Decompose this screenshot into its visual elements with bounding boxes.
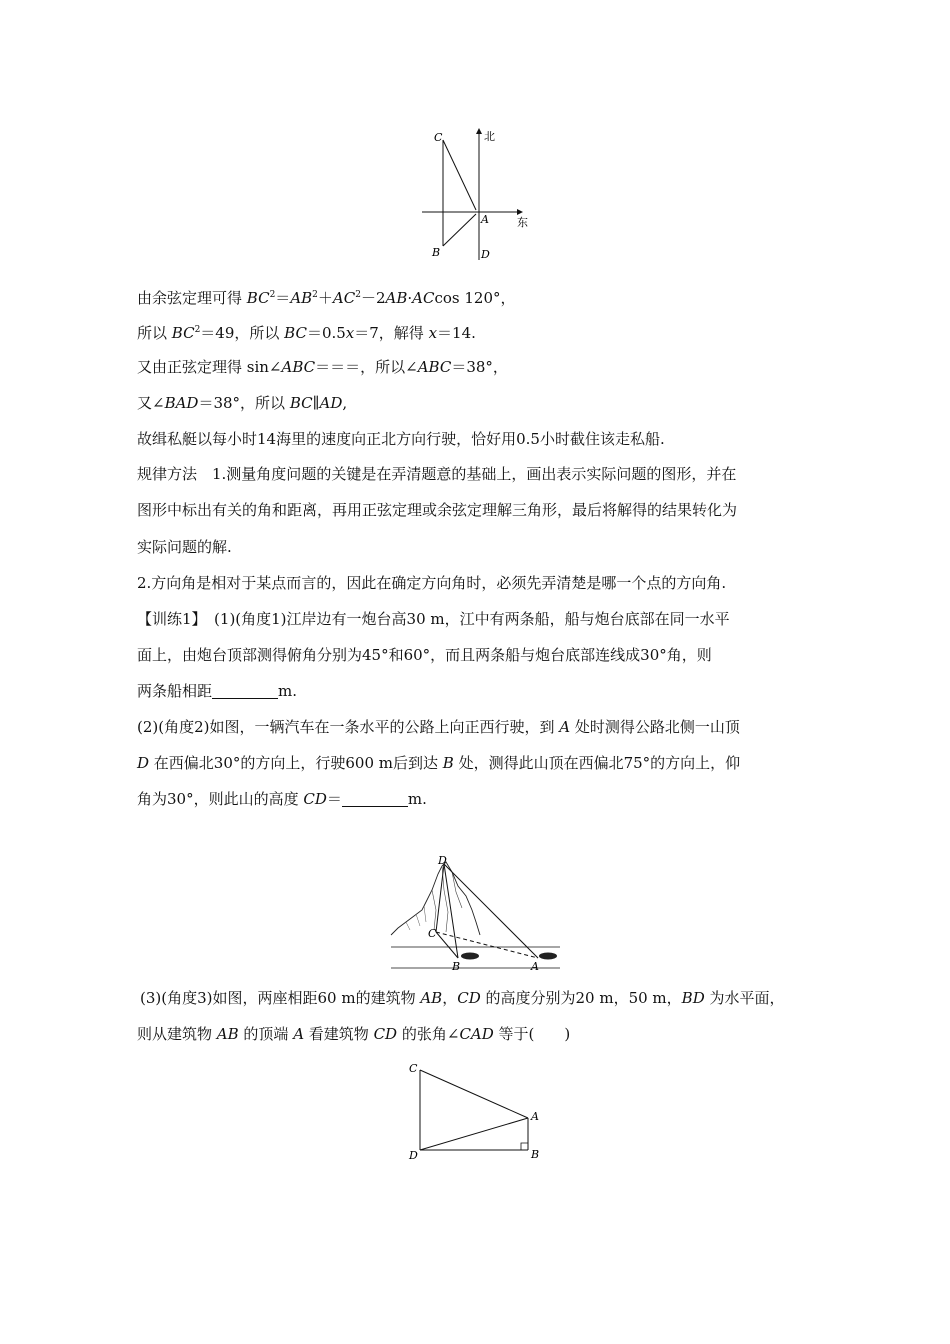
mountain-texture bbox=[406, 906, 426, 930]
text-line-11: 面上，由炮台顶部测得俯角分别为45°和60°，而且两条船与炮台底部连线成30°角，则 bbox=[137, 646, 712, 664]
mountain-figure bbox=[386, 850, 562, 974]
label-b: B bbox=[452, 960, 461, 973]
buildings-diagram bbox=[400, 1060, 550, 1164]
mountain-ridge-1 bbox=[432, 890, 436, 930]
label-c: C bbox=[434, 131, 443, 144]
text-line-12: 两条船相距 m. bbox=[137, 682, 298, 700]
label-a: A bbox=[481, 213, 489, 226]
label-d: D bbox=[409, 1149, 418, 1162]
label-d: D bbox=[481, 248, 490, 261]
east-arrow bbox=[517, 209, 523, 215]
segment-da bbox=[420, 1118, 528, 1150]
label-c: C bbox=[428, 927, 437, 940]
north-arrow bbox=[476, 128, 482, 134]
car-at-b bbox=[461, 953, 479, 960]
label-a: A bbox=[531, 1110, 539, 1123]
text-line-15: 角为30°，则此山的高度 CD＝ m. bbox=[137, 790, 427, 808]
label-d: D bbox=[438, 854, 447, 867]
segment-ba bbox=[443, 214, 476, 246]
text-line-1: 由余弦定理可得 $BC^2=AB^2+AC^2-2AB\cdot ACcos$ 120°， bbox=[137, 289, 516, 307]
compass-diagram bbox=[412, 122, 542, 262]
label-b: B bbox=[432, 246, 441, 259]
label-north: 北 bbox=[484, 130, 495, 143]
segment-da bbox=[444, 864, 538, 958]
compass-figure bbox=[412, 122, 542, 262]
text-line-6: 规律方法 1.测量角度问题的关键是在弄清题意的基础上，画出表示实际问题的图形，并在 bbox=[137, 465, 737, 483]
text-line-14: D 在西偏北30°的方向上，行驶600 m后到达 B 处，测得此山顶在西偏北75°的方向上，仰 bbox=[137, 754, 741, 772]
text-line-5: 故缉私艇以每小时14海里的速度向正北方向行驶，恰好用0.5小时截住该走私船. bbox=[137, 430, 665, 448]
text-line-7: 图形中标出有关的角和距离，再用正弦定理或余弦定理解三角形，最后将解得的结果转化为 bbox=[137, 501, 738, 519]
text-line-13: (2)(角度2)如图，一辆汽车在一条水平的公路上向正西行驶，到 A 处时测得公路北侧一山顶 bbox=[137, 718, 740, 736]
text-line-8: 实际问题的解. bbox=[137, 538, 232, 556]
car-at-a bbox=[539, 953, 557, 960]
text-line-9: 2.方向角是相对于某点而言的，因此在确定方向角时，必须先弄清楚是哪一个点的方向角. bbox=[137, 574, 727, 592]
mountain-outline bbox=[391, 862, 480, 935]
label-c: C bbox=[409, 1062, 418, 1075]
text-line-16: (3)(角度3)如图，两座相距60 m的建筑物 AB，CD 的高度分别为20 m，50 m，BD 为水平面， bbox=[140, 989, 785, 1007]
text-line-17: 则从建筑物 AB 的顶端 A 看建筑物 CD 的张角∠CAD 等于( ) bbox=[137, 1025, 571, 1043]
text-line-2: 所以 $BC^2=49$，所以 BC＝0.5x＝7，解得 x＝14. bbox=[137, 324, 476, 342]
label-east: 东 bbox=[517, 216, 528, 229]
text-line-3: 又由正弦定理得 sin∠ABC＝＝＝，所以∠ABC＝38°， bbox=[137, 358, 508, 376]
text-line-4: 又∠BAD＝38°，所以 BC∥AD, bbox=[137, 394, 348, 412]
right-angle-mark bbox=[521, 1143, 528, 1150]
mountain-diagram bbox=[386, 850, 562, 974]
segment-ca bbox=[420, 1070, 528, 1118]
segment-ca-dashed bbox=[436, 932, 538, 958]
label-b: B bbox=[531, 1148, 540, 1161]
buildings-figure bbox=[400, 1060, 550, 1164]
answer-blank-2 bbox=[342, 792, 408, 807]
text-line-10: 【训练1】 (1)(角度1)江岸边有一炮台高30 m，江中有两条船，船与炮台底部在同一水平 bbox=[137, 610, 730, 628]
label-a: A bbox=[531, 960, 539, 973]
answer-blank-1 bbox=[212, 684, 278, 699]
segment-dc bbox=[436, 864, 444, 932]
segment-ca bbox=[443, 140, 476, 210]
